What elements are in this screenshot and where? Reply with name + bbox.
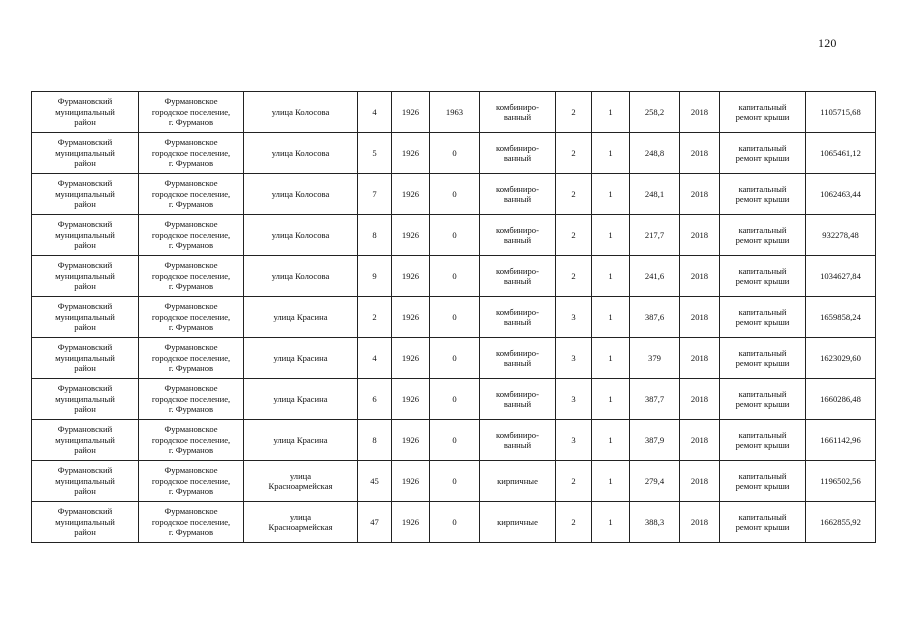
cell-floors: 3 — [556, 420, 592, 461]
cell-line: район — [74, 322, 96, 333]
cell-floors: 2 — [556, 174, 592, 215]
cell-work-type — [720, 256, 806, 297]
cell-settlement — [139, 174, 244, 215]
table-row — [32, 133, 876, 174]
cell-line: район — [74, 404, 96, 415]
cell-work-type — [720, 379, 806, 420]
cell-line: Красноармейская — [268, 481, 333, 491]
cell-entrances: 1 — [592, 174, 630, 215]
cell-settlement — [139, 502, 244, 543]
cell-entrances: 1 — [592, 256, 630, 297]
cell-line: улица Колосова — [271, 188, 330, 199]
cell-line: городское поселение, — [151, 147, 231, 158]
cell-cost: 1065461,12 — [806, 133, 876, 174]
cell-line: улица Красина — [273, 352, 328, 363]
cell-line: муниципальный — [55, 475, 115, 486]
cell-district — [32, 461, 139, 502]
cell-line: Фурмановский — [57, 260, 113, 271]
cell-line: капитальный — [738, 347, 787, 358]
cell-house: 47 — [358, 502, 392, 543]
cell-wall-material — [480, 461, 556, 502]
cell-line: г. Фурманов — [168, 158, 214, 169]
cell-year-2: 0 — [430, 461, 480, 502]
cell-line: капитальный — [738, 429, 787, 440]
cell-line: Фурмановский — [57, 219, 113, 230]
cell-year-built: 1926 — [392, 297, 430, 338]
cell-district — [32, 174, 139, 215]
cell-street — [244, 133, 358, 174]
cell-area: 248,8 — [630, 133, 680, 174]
cell-plan-year: 2018 — [680, 174, 720, 215]
cell-year-built: 1926 — [392, 92, 430, 133]
cell-street — [244, 379, 358, 420]
cell-area: 387,7 — [630, 379, 680, 420]
cell-line: городское поселение, — [151, 106, 231, 117]
cell-cost: 1196502,56 — [806, 461, 876, 502]
cell-line: улица — [289, 470, 312, 481]
cell-district — [32, 502, 139, 543]
cell-area: 387,6 — [630, 297, 680, 338]
cell-line: капитальный — [738, 470, 787, 481]
cell-line: капитальный — [738, 101, 787, 112]
cell-floors: 3 — [556, 338, 592, 379]
table-body — [32, 92, 876, 543]
cell-year-2: 0 — [430, 215, 480, 256]
cell-line: Фурмановский — [57, 178, 113, 189]
cell-line: улица Колосова — [271, 270, 330, 281]
cell-cost: 1623029,60 — [806, 338, 876, 379]
cell-year-2: 0 — [430, 338, 480, 379]
cell-line: Фурмановское — [164, 137, 218, 148]
cell-line: муниципальный — [55, 516, 115, 527]
cell-plan-year: 2018 — [680, 502, 720, 543]
cell-plan-year: 2018 — [680, 338, 720, 379]
cell-plan-year: 2018 — [680, 461, 720, 502]
cell-house: 4 — [358, 92, 392, 133]
cell-cost: 1105715,68 — [806, 92, 876, 133]
cell-line: ванный — [503, 194, 532, 204]
cell-line: комбиниро- — [496, 429, 539, 440]
cell-house: 2 — [358, 297, 392, 338]
cell-line: г. Фурманов — [168, 117, 214, 128]
cell-street — [244, 338, 358, 379]
housing-repair-table — [31, 91, 876, 543]
cell-settlement — [139, 461, 244, 502]
cell-entrances: 1 — [592, 461, 630, 502]
cell-line: капитальный — [738, 306, 787, 317]
cell-area: 379 — [630, 338, 680, 379]
cell-house: 6 — [358, 379, 392, 420]
cell-year-2: 0 — [430, 174, 480, 215]
cell-line: комбиниро- — [496, 347, 539, 358]
cell-area: 388,3 — [630, 502, 680, 543]
cell-floors: 2 — [556, 215, 592, 256]
table-row — [32, 256, 876, 297]
cell-line: ванный — [503, 399, 532, 409]
cell-line: Фурмановское — [164, 506, 218, 517]
cell-line: комбиниро- — [496, 388, 539, 399]
cell-plan-year: 2018 — [680, 420, 720, 461]
cell-line: капитальный — [738, 511, 787, 522]
cell-line: район — [74, 199, 96, 210]
cell-line: городское поселение, — [151, 475, 231, 486]
cell-year-built: 1926 — [392, 133, 430, 174]
cell-work-type — [720, 92, 806, 133]
cell-street — [244, 256, 358, 297]
cell-year-built: 1926 — [392, 502, 430, 543]
cell-line: ремонт крыши — [735, 399, 790, 409]
cell-line: капитальный — [738, 224, 787, 235]
cell-line: ремонт крыши — [735, 358, 790, 368]
cell-line: улица — [289, 511, 312, 522]
cell-wall-material — [480, 502, 556, 543]
cell-line: городское поселение, — [151, 352, 231, 363]
cell-line: городское поселение, — [151, 229, 231, 240]
cell-line: муниципальный — [55, 147, 115, 158]
cell-line: район — [74, 158, 96, 169]
cell-wall-material — [480, 338, 556, 379]
cell-district — [32, 215, 139, 256]
cell-street — [244, 461, 358, 502]
cell-line: муниципальный — [55, 352, 115, 363]
cell-floors: 2 — [556, 502, 592, 543]
cell-line: г. Фурманов — [168, 322, 214, 333]
cell-district — [32, 379, 139, 420]
cell-entrances: 1 — [592, 338, 630, 379]
cell-street — [244, 215, 358, 256]
cell-house: 8 — [358, 215, 392, 256]
cell-work-type — [720, 297, 806, 338]
cell-work-type — [720, 461, 806, 502]
cell-district — [32, 133, 139, 174]
cell-line: ремонт крыши — [735, 194, 790, 204]
cell-line: ванный — [503, 276, 532, 286]
cell-floors: 3 — [556, 297, 592, 338]
cell-street — [244, 92, 358, 133]
cell-settlement — [139, 297, 244, 338]
cell-line: городское поселение, — [151, 434, 231, 445]
cell-cost: 1661142,96 — [806, 420, 876, 461]
table-row — [32, 420, 876, 461]
cell-line: ванный — [503, 358, 532, 368]
table-row — [32, 379, 876, 420]
cell-line: городское поселение, — [151, 516, 231, 527]
cell-line: Фурмановский — [57, 96, 113, 107]
cell-year-2: 1963 — [430, 92, 480, 133]
cell-house: 4 — [358, 338, 392, 379]
cell-line: район — [74, 281, 96, 292]
cell-line: комбиниро- — [496, 265, 539, 276]
cell-area: 258,2 — [630, 92, 680, 133]
cell-line: ремонт крыши — [735, 235, 790, 245]
cell-line: ремонт крыши — [735, 112, 790, 122]
cell-work-type — [720, 502, 806, 543]
cell-entrances: 1 — [592, 420, 630, 461]
table-row — [32, 502, 876, 543]
cell-line: капитальный — [738, 265, 787, 276]
cell-settlement — [139, 256, 244, 297]
cell-line: улица Колосова — [271, 229, 330, 240]
cell-line: район — [74, 117, 96, 128]
cell-plan-year: 2018 — [680, 92, 720, 133]
cell-plan-year: 2018 — [680, 133, 720, 174]
cell-district — [32, 420, 139, 461]
cell-wall-material — [480, 297, 556, 338]
cell-line: улица Колосова — [271, 147, 330, 158]
cell-year-built: 1926 — [392, 215, 430, 256]
cell-wall-material — [480, 92, 556, 133]
cell-line: Фурмановское — [164, 383, 218, 394]
cell-wall-material — [480, 215, 556, 256]
cell-street — [244, 297, 358, 338]
cell-line: г. Фурманов — [168, 240, 214, 251]
cell-line: муниципальный — [55, 270, 115, 281]
cell-line: г. Фурманов — [168, 486, 214, 497]
cell-year-2: 0 — [430, 420, 480, 461]
cell-line: городское поселение, — [151, 311, 231, 322]
cell-floors: 2 — [556, 92, 592, 133]
table-row — [32, 297, 876, 338]
cell-entrances: 1 — [592, 92, 630, 133]
cell-line: ванный — [503, 112, 532, 122]
cell-house: 8 — [358, 420, 392, 461]
cell-house: 7 — [358, 174, 392, 215]
cell-wall-material — [480, 133, 556, 174]
cell-line: ремонт крыши — [735, 481, 790, 491]
cell-work-type — [720, 420, 806, 461]
cell-district — [32, 92, 139, 133]
cell-line: городское поселение, — [151, 270, 231, 281]
cell-cost: 1660286,48 — [806, 379, 876, 420]
cell-wall-material — [480, 174, 556, 215]
cell-floors: 3 — [556, 379, 592, 420]
cell-entrances: 1 — [592, 502, 630, 543]
cell-year-2: 0 — [430, 133, 480, 174]
cell-entrances: 1 — [592, 215, 630, 256]
cell-settlement — [139, 215, 244, 256]
cell-year-built: 1926 — [392, 256, 430, 297]
cell-line: г. Фурманов — [168, 404, 214, 415]
cell-line: Фурмановский — [57, 137, 113, 148]
cell-line: комбиниро- — [496, 183, 539, 194]
cell-work-type — [720, 215, 806, 256]
cell-line: капитальный — [738, 388, 787, 399]
cell-line: муниципальный — [55, 229, 115, 240]
cell-year-2: 0 — [430, 502, 480, 543]
cell-floors: 2 — [556, 256, 592, 297]
cell-wall-material — [480, 420, 556, 461]
cell-line: г. Фурманов — [168, 527, 214, 538]
page-number: 120 — [818, 36, 837, 50]
cell-work-type — [720, 338, 806, 379]
table-row — [32, 461, 876, 502]
cell-line: комбиниро- — [496, 306, 539, 317]
cell-line: ремонт крыши — [735, 153, 790, 163]
cell-line: капитальный — [738, 183, 787, 194]
cell-cost: 1659858,24 — [806, 297, 876, 338]
cell-line: г. Фурманов — [168, 363, 214, 374]
cell-line: Фурмановский — [57, 342, 113, 353]
cell-line: ванный — [503, 317, 532, 327]
cell-district — [32, 297, 139, 338]
cell-wall-material — [480, 379, 556, 420]
cell-year-built: 1926 — [392, 338, 430, 379]
cell-line: капитальный — [738, 142, 787, 153]
cell-line: ванный — [503, 153, 532, 163]
cell-wall-material — [480, 256, 556, 297]
cell-line: район — [74, 445, 96, 456]
cell-line: район — [74, 486, 96, 497]
cell-line: район — [74, 240, 96, 251]
cell-line: Красноармейская — [268, 522, 333, 532]
cell-year-built: 1926 — [392, 379, 430, 420]
cell-line: улица Красина — [273, 393, 328, 404]
cell-plan-year: 2018 — [680, 256, 720, 297]
cell-line: Фурмановское — [164, 260, 218, 271]
cell-line: г. Фурманов — [168, 199, 214, 210]
cell-line: Фурмановское — [164, 424, 218, 435]
cell-year-2: 0 — [430, 379, 480, 420]
cell-line: Фурмановский — [57, 301, 113, 312]
cell-line: Фурмановский — [57, 506, 113, 517]
cell-settlement — [139, 92, 244, 133]
cell-settlement — [139, 133, 244, 174]
cell-line: район — [74, 363, 96, 374]
cell-line: кирпичные — [497, 475, 538, 486]
cell-street — [244, 174, 358, 215]
cell-year-2: 0 — [430, 256, 480, 297]
cell-line: комбиниро- — [496, 224, 539, 235]
cell-line: комбиниро- — [496, 101, 539, 112]
cell-line: Фурмановское — [164, 96, 218, 107]
cell-district — [32, 338, 139, 379]
cell-cost: 1034627,84 — [806, 256, 876, 297]
cell-line: муниципальный — [55, 106, 115, 117]
cell-cost: 932278,48 — [806, 215, 876, 256]
cell-line: г. Фурманов — [168, 281, 214, 292]
cell-area: 279,4 — [630, 461, 680, 502]
cell-line: Фурмановский — [57, 424, 113, 435]
cell-line: кирпичные — [497, 516, 538, 527]
cell-settlement — [139, 379, 244, 420]
cell-line: Фурмановское — [164, 178, 218, 189]
cell-house: 45 — [358, 461, 392, 502]
cell-work-type — [720, 133, 806, 174]
cell-house: 5 — [358, 133, 392, 174]
cell-work-type — [720, 174, 806, 215]
table-row — [32, 174, 876, 215]
cell-line: муниципальный — [55, 393, 115, 404]
cell-area: 217,7 — [630, 215, 680, 256]
cell-area: 387,9 — [630, 420, 680, 461]
cell-line: городское поселение, — [151, 188, 231, 199]
cell-line: Фурмановский — [57, 383, 113, 394]
cell-line: район — [74, 527, 96, 538]
cell-settlement — [139, 420, 244, 461]
cell-line: Фурмановское — [164, 219, 218, 230]
cell-line: муниципальный — [55, 188, 115, 199]
cell-line: г. Фурманов — [168, 445, 214, 456]
cell-year-2: 0 — [430, 297, 480, 338]
cell-line: ремонт крыши — [735, 276, 790, 286]
table-row — [32, 92, 876, 133]
cell-street — [244, 502, 358, 543]
cell-cost: 1062463,44 — [806, 174, 876, 215]
cell-cost: 1662855,92 — [806, 502, 876, 543]
cell-line: ремонт крыши — [735, 522, 790, 532]
cell-line: Фурмановское — [164, 301, 218, 312]
cell-area: 241,6 — [630, 256, 680, 297]
cell-entrances: 1 — [592, 297, 630, 338]
cell-plan-year: 2018 — [680, 215, 720, 256]
cell-line: ремонт крыши — [735, 317, 790, 327]
cell-floors: 2 — [556, 461, 592, 502]
cell-settlement — [139, 338, 244, 379]
cell-floors: 2 — [556, 133, 592, 174]
cell-entrances: 1 — [592, 133, 630, 174]
cell-house: 9 — [358, 256, 392, 297]
cell-line: городское поселение, — [151, 393, 231, 404]
cell-line: улица Красина — [273, 434, 328, 445]
cell-area: 248,1 — [630, 174, 680, 215]
cell-year-built: 1926 — [392, 461, 430, 502]
table-row — [32, 215, 876, 256]
cell-line: ванный — [503, 235, 532, 245]
cell-line: Фурмановский — [57, 465, 113, 476]
cell-year-built: 1926 — [392, 174, 430, 215]
cell-line: ванный — [503, 440, 532, 450]
cell-street — [244, 420, 358, 461]
cell-plan-year: 2018 — [680, 297, 720, 338]
cell-line: муниципальный — [55, 434, 115, 445]
cell-line: Фурмановское — [164, 342, 218, 353]
cell-line: Фурмановское — [164, 465, 218, 476]
cell-year-built: 1926 — [392, 420, 430, 461]
cell-line: муниципальный — [55, 311, 115, 322]
cell-line: улица Колосова — [271, 106, 330, 117]
cell-line: комбиниро- — [496, 142, 539, 153]
cell-district — [32, 256, 139, 297]
cell-plan-year: 2018 — [680, 379, 720, 420]
cell-line: улица Красина — [273, 311, 328, 322]
table-row — [32, 338, 876, 379]
cell-line: ремонт крыши — [735, 440, 790, 450]
cell-entrances: 1 — [592, 379, 630, 420]
